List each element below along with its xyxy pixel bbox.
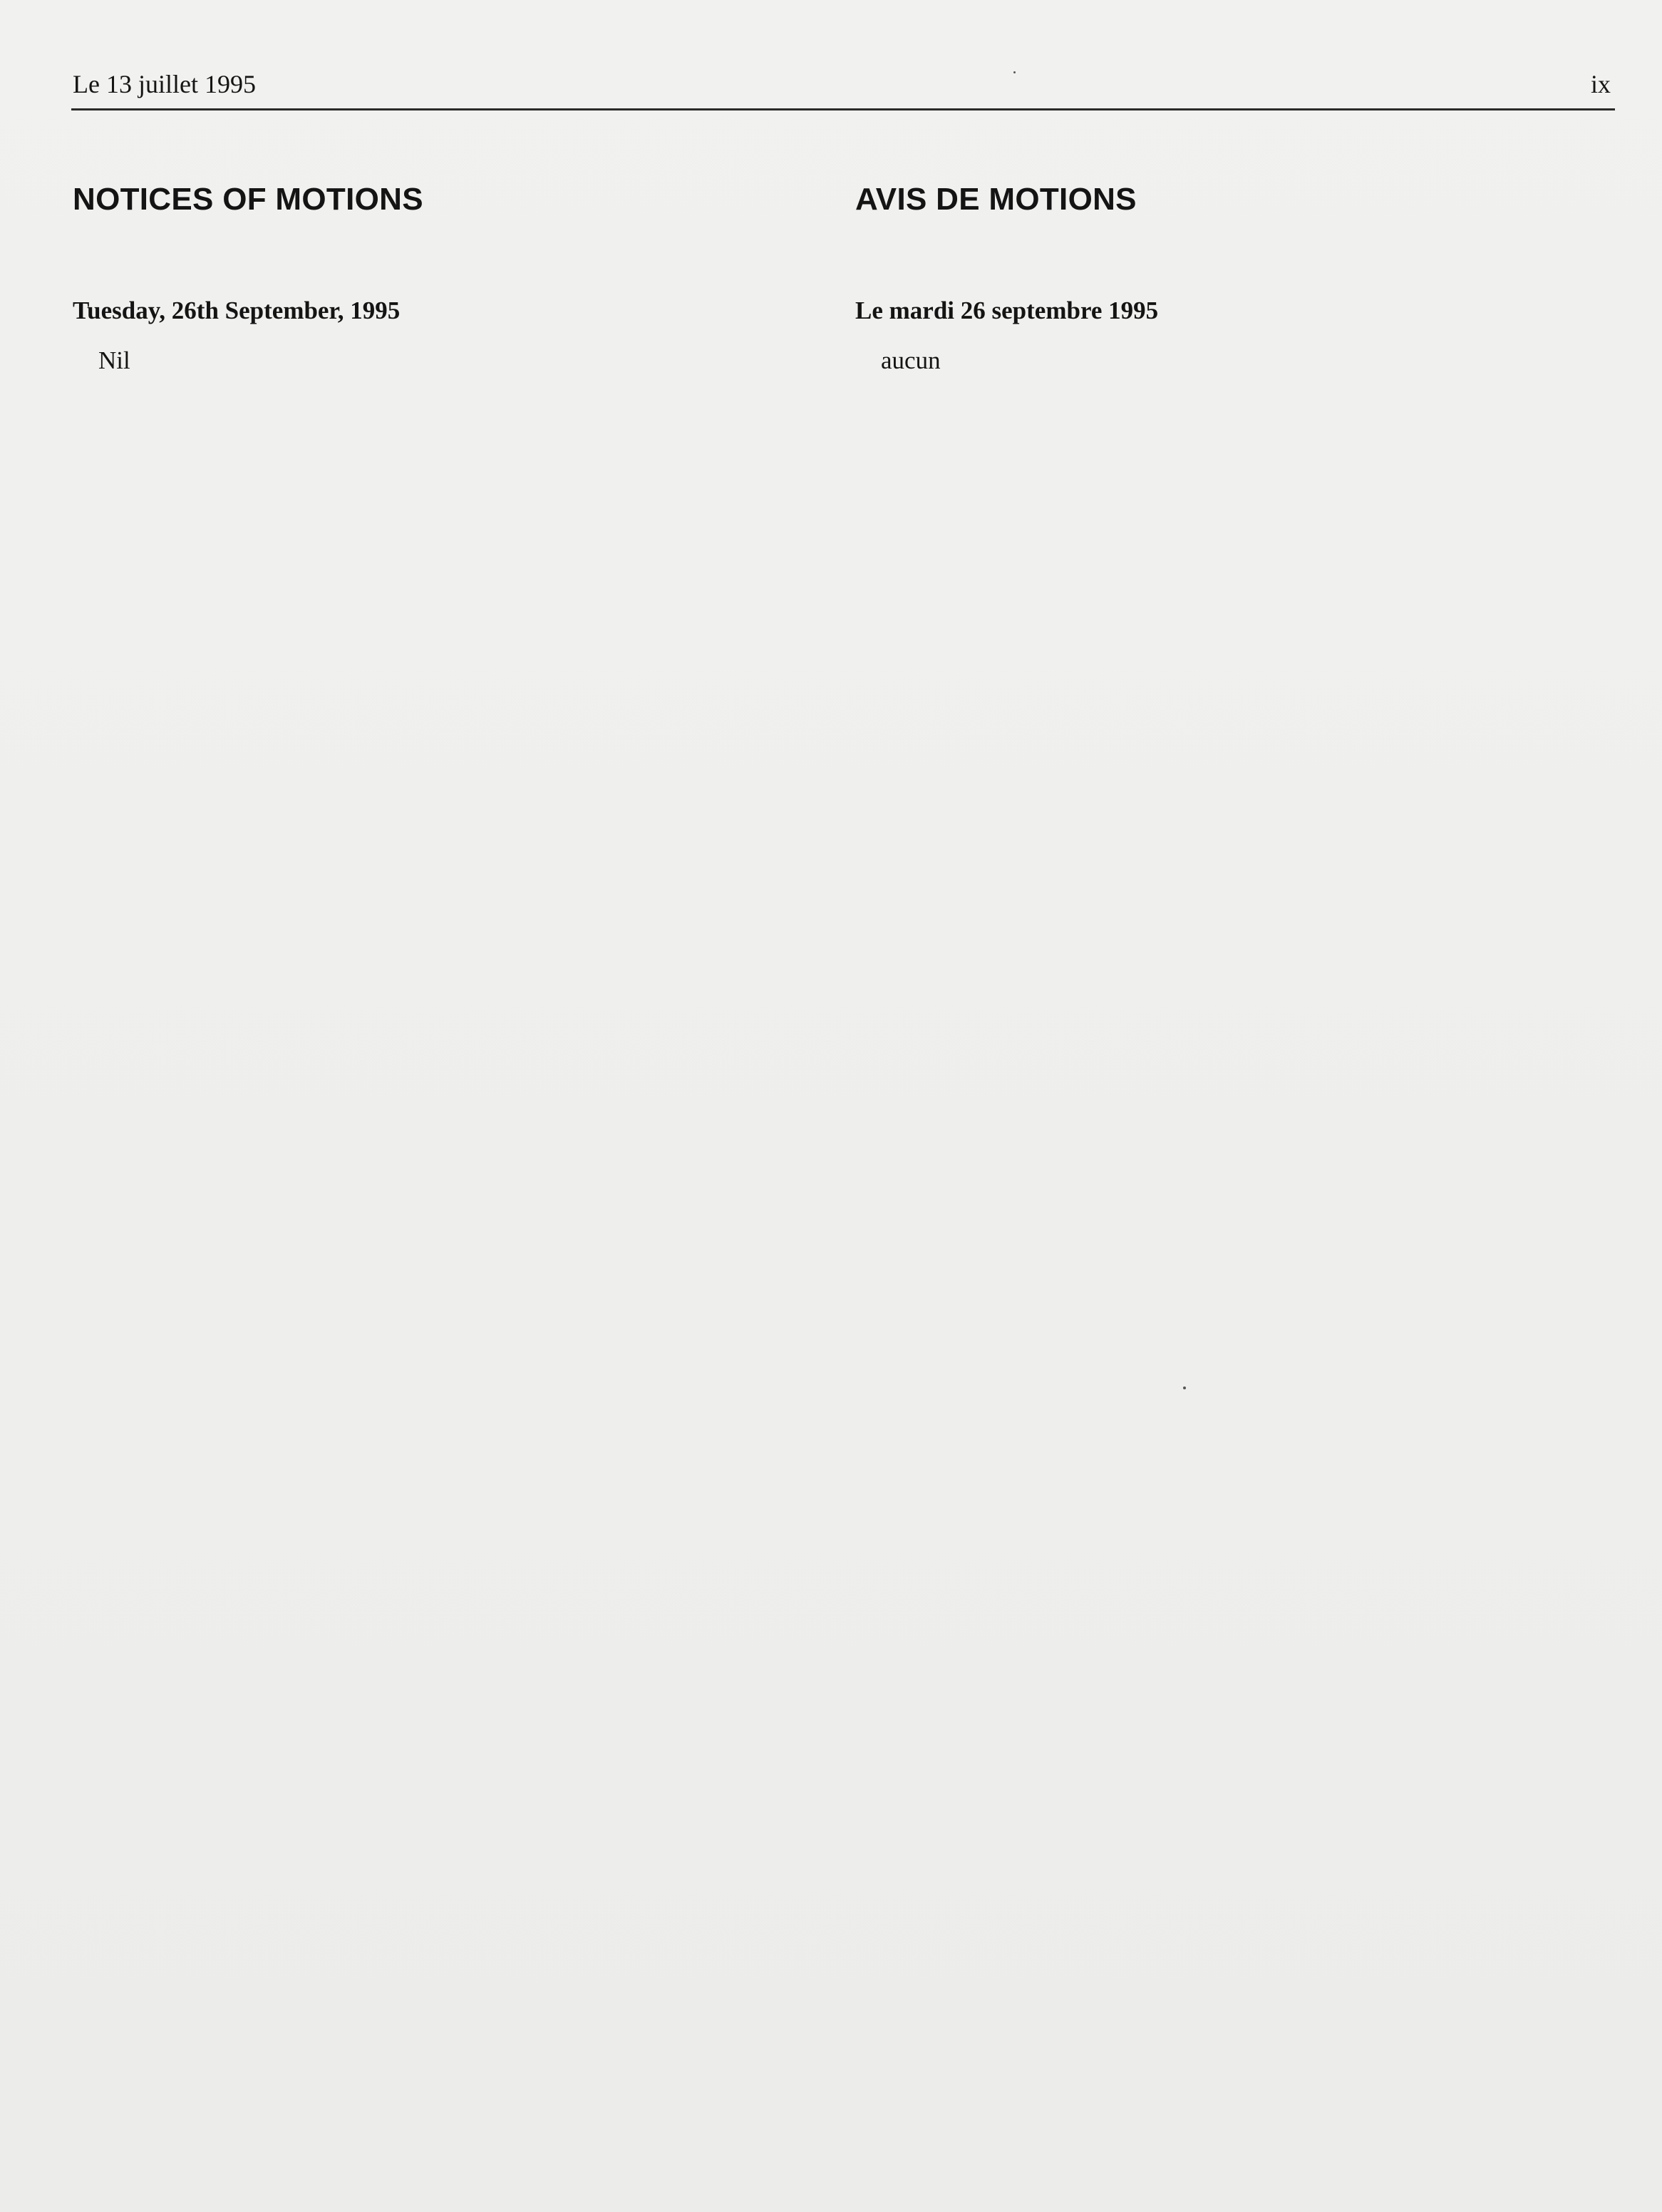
sitting-date-english: Tuesday, 26th September, 1995 <box>73 297 401 324</box>
section-title-french: AVIS DE MOTIONS <box>855 182 1137 217</box>
scan-speck <box>1183 1387 1186 1389</box>
scan-speck <box>1013 71 1016 73</box>
running-header-date: Le 13 juillet 1995 <box>73 70 256 98</box>
sitting-date-french: Le mardi 26 septembre 1995 <box>855 297 1159 324</box>
french-column <box>855 178 1582 376</box>
section-title-english: NOTICES OF MOTIONS <box>73 182 423 217</box>
header-divider <box>71 108 1615 110</box>
page-number: ix <box>1590 70 1611 98</box>
notice-body-french: aucun <box>881 346 941 374</box>
english-column <box>73 178 800 376</box>
notice-body-english: Nil <box>98 346 130 374</box>
